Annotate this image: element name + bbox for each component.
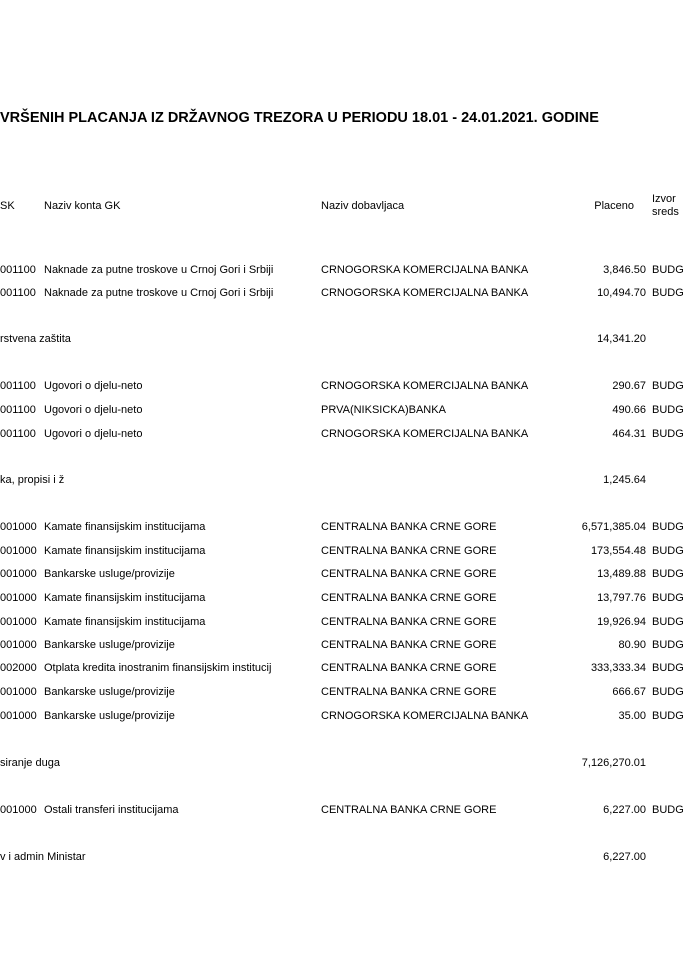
row-dobavljac: CENTRALNA BANKA CRNE GORE: [321, 568, 497, 580]
row-izvor: BUDG: [652, 710, 684, 722]
row-gk: 001000: [0, 804, 37, 816]
row-gk: 001000: [0, 545, 37, 557]
subtotal-label: ka, propisi i ž: [0, 474, 65, 486]
row-dobavljac: CRNOGORSKA KOMERCIJALNA BANKA: [321, 287, 529, 299]
row-gk: 001100: [0, 428, 36, 440]
row-naziv: Kamate finansijskim institucijama: [44, 592, 206, 604]
row-dobavljac: CENTRALNA BANKA CRNE GORE: [321, 592, 497, 604]
row-amount: 3,846.50: [603, 264, 646, 276]
row-dobavljac: CRNOGORSKA KOMERCIJALNA BANKA: [321, 264, 529, 276]
row-izvor: BUDG: [652, 804, 684, 816]
row-naziv: Kamate finansijskim institucijama: [44, 521, 206, 533]
header-dobavljac: Naziv dobavljaca: [321, 200, 405, 212]
row-gk: 001000: [0, 521, 37, 533]
row-amount: 464.31: [612, 428, 646, 440]
row-amount: 35.00: [618, 710, 646, 722]
row-naziv: Kamate finansijskim institucijama: [44, 616, 206, 628]
header-placeno: Placeno: [594, 200, 634, 212]
row-amount: 13,797.76: [597, 592, 646, 604]
row-naziv: Naknade za putne troskove u Crnoj Gori i Srbiji: [44, 264, 274, 276]
subtotal-amount: 14,341.20: [597, 333, 646, 345]
row-naziv: Bankarske usluge/provizije: [44, 686, 175, 698]
subtotal-amount: 7,126,270.01: [581, 757, 646, 769]
row-izvor: BUDG: [652, 287, 684, 299]
row-amount: 13,489.88: [597, 568, 646, 580]
row-gk: 001000: [0, 686, 37, 698]
row-izvor: BUDG: [652, 616, 684, 628]
row-gk: 001000: [0, 568, 37, 580]
row-dobavljac: CENTRALNA BANKA CRNE GORE: [321, 616, 497, 628]
row-naziv: Ugovori o djelu-neto: [44, 428, 143, 440]
row-gk: 001100: [0, 264, 36, 276]
row-amount: 6,571,385.04: [581, 521, 646, 533]
row-dobavljac: CENTRALNA BANKA CRNE GORE: [321, 639, 497, 651]
row-amount: 6,227.00: [603, 804, 646, 816]
subtotal-label: rstvena zaštita: [0, 333, 71, 345]
row-amount: 490.66: [612, 404, 646, 416]
document-title: VRŠENIH PLACANJA IZ DRŽAVNOG TREZORA U PERIODU 18.01 - 24.01.2021. GODINE: [0, 110, 599, 126]
row-izvor: BUDG: [652, 521, 684, 533]
row-izvor: BUDG: [652, 545, 684, 557]
row-amount: 290.67: [612, 380, 646, 392]
row-amount: 80.90: [618, 639, 646, 651]
row-amount: 19,926.94: [597, 616, 646, 628]
row-gk: 001000: [0, 616, 37, 628]
row-dobavljac: CRNOGORSKA KOMERCIJALNA BANKA: [321, 710, 529, 722]
row-amount: 173,554.48: [590, 545, 646, 557]
row-naziv: Bankarske usluge/provizije: [44, 568, 175, 580]
row-izvor: BUDG: [652, 380, 684, 392]
header-gk: SK: [0, 200, 15, 212]
row-naziv: Ostali transferi institucijama: [44, 804, 179, 816]
row-dobavljac: CRNOGORSKA KOMERCIJALNA BANKA: [321, 380, 529, 392]
row-izvor: BUDG: [652, 592, 684, 604]
row-naziv: Bankarske usluge/provizije: [44, 639, 175, 651]
row-naziv: Ugovori o djelu-neto: [44, 404, 143, 416]
row-dobavljac: CENTRALNA BANKA CRNE GORE: [321, 545, 497, 557]
row-gk: 002000: [0, 662, 37, 674]
row-gk: 001100: [0, 380, 36, 392]
row-gk: 001100: [0, 287, 36, 299]
subtotal-amount: 6,227.00: [603, 851, 646, 863]
row-gk: 001000: [0, 592, 37, 604]
row-amount: 10,494.70: [597, 287, 646, 299]
row-dobavljac: CENTRALNA BANKA CRNE GORE: [321, 686, 497, 698]
subtotal-amount: 1,245.64: [603, 474, 646, 486]
row-dobavljac: CENTRALNA BANKA CRNE GORE: [321, 662, 497, 674]
row-naziv: Naknade za putne troskove u Crnoj Gori i Srbiji: [44, 287, 274, 299]
row-izvor: BUDG: [652, 568, 684, 580]
row-gk: 001100: [0, 404, 36, 416]
row-dobavljac: CRNOGORSKA KOMERCIJALNA BANKA: [321, 428, 529, 440]
row-naziv: Otplata kredita inostranim finansijskim institucij: [44, 662, 272, 674]
subtotal-label: v i admin Ministar: [0, 851, 86, 863]
header-naziv-konta: Naziv konta GK: [44, 200, 121, 212]
row-naziv: Kamate finansijskim institucijama: [44, 545, 206, 557]
row-amount: 333,333.34: [590, 662, 646, 674]
row-izvor: BUDG: [652, 264, 684, 276]
row-izvor: BUDG: [652, 428, 684, 440]
header-izvor: [652, 193, 679, 219]
row-amount: 666.67: [612, 686, 646, 698]
header-izvor-line1: Izvor: [652, 193, 676, 205]
row-gk: 001000: [0, 639, 37, 651]
row-izvor: BUDG: [652, 404, 684, 416]
row-izvor: BUDG: [652, 662, 684, 674]
row-izvor: BUDG: [652, 686, 684, 698]
row-dobavljac: CENTRALNA BANKA CRNE GORE: [321, 521, 497, 533]
row-dobavljac: CENTRALNA BANKA CRNE GORE: [321, 804, 497, 816]
row-izvor: BUDG: [652, 639, 684, 651]
header-izvor-line2: sreds: [652, 206, 679, 218]
row-gk: 001000: [0, 710, 37, 722]
row-naziv: Ugovori o djelu-neto: [44, 380, 143, 392]
row-dobavljac: PRVA(NIKSICKA)BANKA: [321, 404, 446, 416]
row-naziv: Bankarske usluge/provizije: [44, 710, 175, 722]
subtotal-label: siranje duga: [0, 757, 60, 769]
